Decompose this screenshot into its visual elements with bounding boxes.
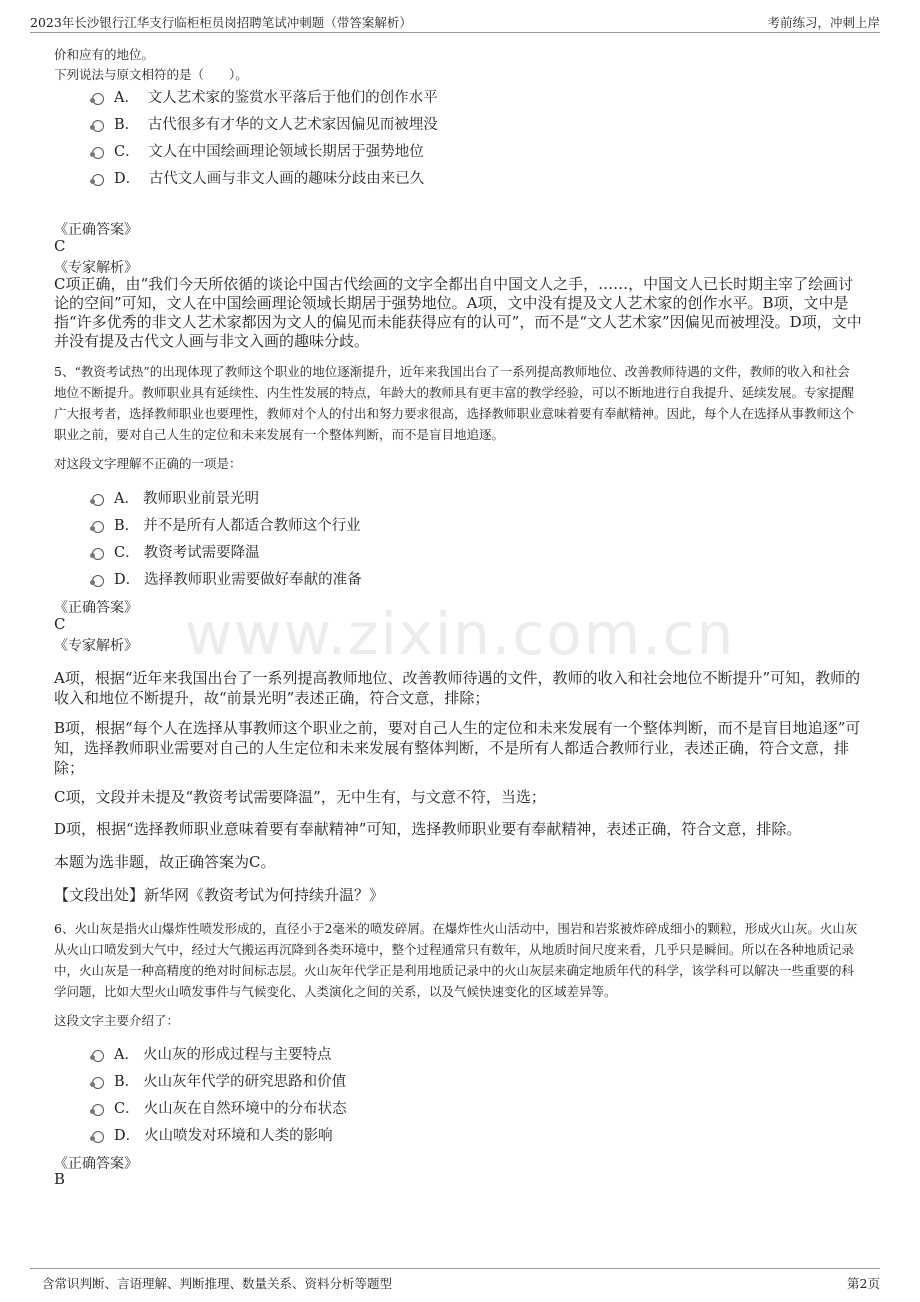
- q5-conclusion: 本题为选非题，故正确答案为C。: [54, 853, 276, 871]
- page-footer: [30, 1268, 880, 1295]
- q5-option-d[interactable]: D． 选择教师职业需要做好奉献的准备: [92, 568, 362, 588]
- radio-icon[interactable]: [92, 1050, 104, 1062]
- page-number: 第2页: [847, 1276, 880, 1291]
- radio-icon[interactable]: [92, 147, 104, 159]
- document-title: 2023年长沙银行江华支行临柜柜员岗招聘笔试冲刺题（带答案解析）: [30, 15, 412, 30]
- q5-analysis-heading: 《专家解析》: [54, 638, 138, 654]
- q5-prompt: 对这段文字理解不正确的一项是：: [54, 456, 242, 471]
- q6-answer-heading: 《正确答案》: [54, 1156, 138, 1172]
- q4-option-a[interactable]: A． 文人艺术家的鉴赏水平落后于他们的创作水平: [92, 86, 438, 106]
- q4-prompt: 下列说法与原文相符的是（ ）。: [54, 67, 248, 82]
- q4-option-d[interactable]: D． 古代文人画与非文人画的趣味分歧由来已久: [92, 167, 424, 187]
- q5-answer: C: [54, 615, 66, 633]
- radio-icon[interactable]: [92, 548, 104, 560]
- radio-icon[interactable]: [92, 494, 104, 506]
- q5-option-c[interactable]: C． 教资考试需要降温: [92, 541, 260, 561]
- q5-source: 【文段出处】新华网《教资考试为何持续升温？》: [54, 886, 385, 904]
- q4-intro-tail: 价和应有的地位。: [54, 47, 155, 62]
- q6-prompt: 这段文字主要介绍了：: [54, 1013, 180, 1028]
- radio-icon[interactable]: [92, 1077, 104, 1089]
- radio-icon[interactable]: [92, 174, 104, 186]
- footer-topics: 含常识判断、言语理解、判断推理、数量关系、资料分析等题型: [42, 1276, 393, 1291]
- q5-option-a[interactable]: A． 教师职业前景光明: [92, 487, 259, 507]
- radio-icon[interactable]: [92, 120, 104, 132]
- q5-passage: 5、“教资考试热”的出现体现了教师这个职业的地位逐渐提升，近年来我国出台了一系列提高教师地位、改善教师待遇的文件，教师的收入和社会地位不断提升。教师职业具有延续性、内生性发展的特点，年龄大的教师具有更丰富的教学经验，可以不断地进行自我提升、延续发展。专家提醒广大报考者，选择教师职业也要理性，教师对个人的付出和努力要求很高，选择教师职业意味着要有奉献精神。因此，每个人在选择从事教师这个职业之前，要对自己人生的定位和未来发展有一个整体判断，而不是盲目地追逐。: [54, 364, 855, 442]
- q5-analysis-c: C项，文段并未提及“教资考试需要降温”，无中生有，与文意不符，当选；: [54, 788, 546, 806]
- radio-icon[interactable]: [92, 575, 104, 587]
- q6-option-c[interactable]: C． 火山灰在自然环境中的分布状态: [92, 1097, 347, 1117]
- q4-option-c[interactable]: C． 文人在中国绘画理论领域长期居于强势地位: [92, 140, 424, 160]
- watermark: www.zixin.com.cn: [184, 600, 736, 668]
- q5-answer-heading: 《正确答案》: [54, 600, 138, 616]
- q5-analysis-d: D项，根据“选择教师职业意味着要有奉献精神”可知，选择教师职业要有奉献精神，表述正确，符合文意，排除。: [54, 820, 802, 838]
- radio-icon[interactable]: [92, 1131, 104, 1143]
- q4-answer-heading: 《正确答案》: [54, 222, 138, 238]
- q5-analysis-b: B项，根据“每个人在选择从事教师这个职业之前，要对自己人生的定位和未来发展有一个整体判断，而不是盲目地追逐”可知，选择教师职业需要对自己的人生定位和未来发展有整体判断，不是所有人都适合教师行业，表述正确，符合文意，排除；: [54, 719, 861, 777]
- q6-passage: 6、火山灰是指火山爆炸性喷发形成的，直径小于2毫米的喷发碎屑。在爆炸性火山活动中，围岩和岩浆被炸碎成细小的颗粒，形成火山灰。火山灰从火山口喷发到大气中，经过大气搬运再沉降到各类环境中，整个过程通常只有数年，从地质时间尺度来看，几乎只是瞬间。所以在各种地质记录中，火山灰是一种高精度的绝对时间标志层。火山灰年代学正是利用地质记录中的火山灰层来确定地质年代的科学，该学科可以解决一些重要的科学问题，比如大型火山喷发事件与气候变化、人类演化之间的关系，以及气候快速变化的区域差异等。: [54, 921, 858, 999]
- q6-option-d[interactable]: D． 火山喷发对环境和人类的影响: [92, 1124, 333, 1144]
- radio-icon[interactable]: [92, 1104, 104, 1116]
- q6-answer: B: [54, 1170, 66, 1188]
- q5-analysis-a: A项，根据“近年来我国出台了一系列提高教师地位、改善教师待遇的文件，教师的收入和社会地位不断提升”可知，教师的收入和地位不断提升，故“前景光明”表述正确，符合文意，排除；: [54, 669, 861, 707]
- q4-answer: C: [54, 237, 66, 255]
- q5-option-b[interactable]: B． 并不是所有人都适合教师这个行业: [92, 514, 361, 534]
- page-header: [30, 10, 880, 33]
- q4-option-b[interactable]: B． 古代很多有才华的文人艺术家因偏见而被埋没: [92, 113, 438, 133]
- q6-option-a[interactable]: A． 火山灰的形成过程与主要特点: [92, 1043, 331, 1063]
- q4-analysis-heading: 《专家解析》: [54, 260, 138, 276]
- radio-icon[interactable]: [92, 521, 104, 533]
- q4-analysis: C项正确，由“我们今天所依循的谈论中国古代绘画的文字全都出自中国文人之手，……，中国文人已长时期主宰了绘画讨论的空间”可知，文人在中国绘画理论领域长期居于强势地位。A项，文中没有提及文人艺术家的创作水平。B项，文中是指“许多优秀的非文人艺术家都因为文人的偏见而未能获得应有的认可”，而不是“文人艺术家”因偏见而被埋没。D项，文中并没有提及古代文人画与非文入画的趣味分歧。: [54, 275, 862, 350]
- q6-option-b[interactable]: B． 火山灰年代学的研究思路和价值: [92, 1070, 346, 1090]
- header-slogan: 考前练习，冲刺上岸: [767, 15, 880, 30]
- radio-icon[interactable]: [92, 93, 104, 105]
